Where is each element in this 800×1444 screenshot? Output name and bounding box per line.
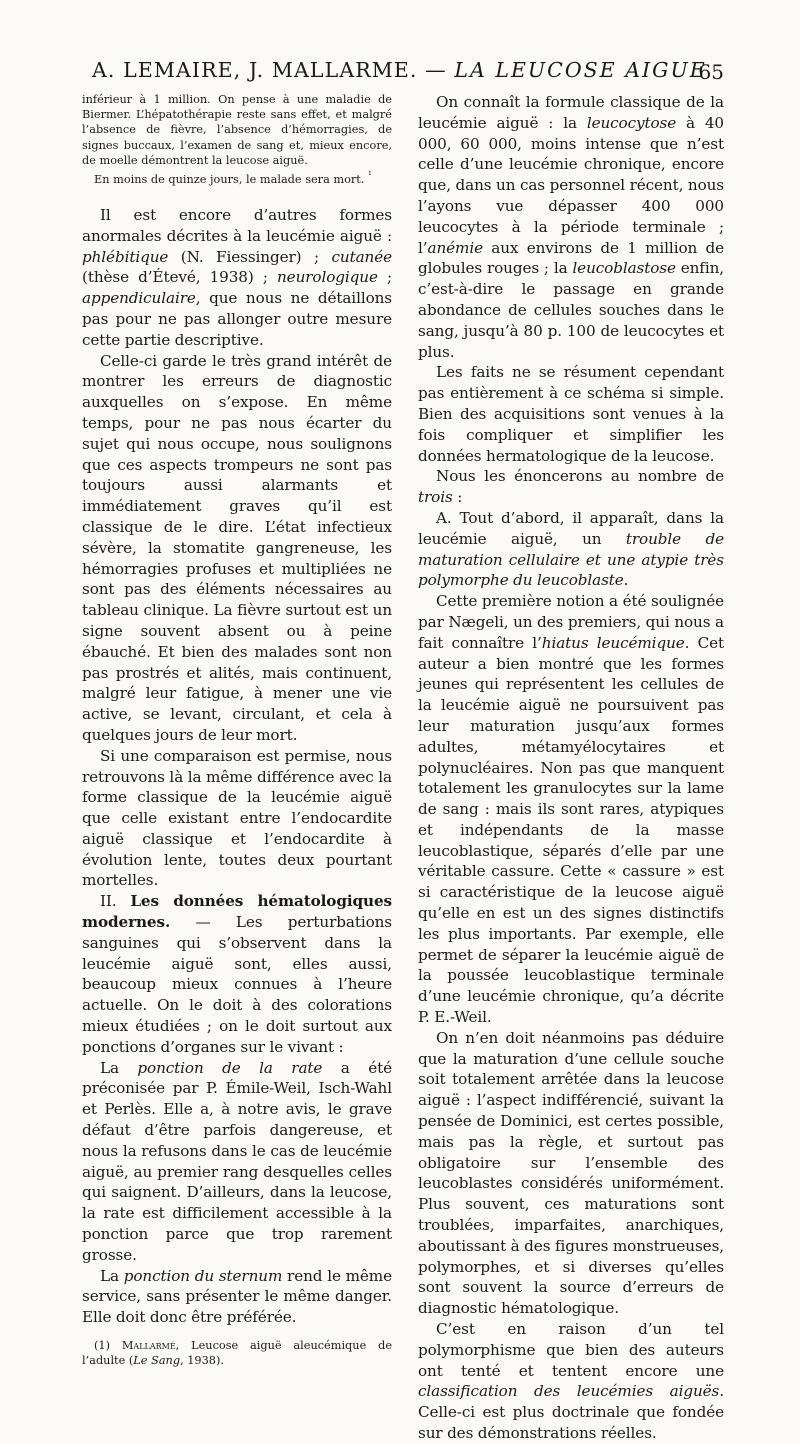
r4-text-c: .: [623, 571, 629, 590]
paragraph-classification: [418, 1319, 724, 1444]
footnote-title: , Leucose aiguë aleucémique de l’adulte (: [82, 1339, 393, 1368]
footnote-journal: Le Sang: [133, 1354, 181, 1368]
footnote-text: [82, 1338, 392, 1368]
p1-text-i: , que nous ne détaillons pas pour ne pas allonger outre mesure cette partie descriptive.: [82, 289, 392, 349]
footnote-author: Mallarmé: [121, 1339, 176, 1353]
r3-text-a: Nous les énoncerons au nombre de: [436, 467, 724, 486]
paragraph-maturation: On n’en doit néanmoins pas déduire que la maturation d’une cellule souche soit totalement arrêtée dans la leucose aiguë : l’aspect indifférencié, suivant la pensée de Dominici, est certes possible, mais pas la règle, et surtout pas obligatoire sur l’ensemble des leucoblastes considérés uniformément. Plus souvent, ces maturations sont troublées, imparfaites, anarchiques, aboutissant à des figures monstrueuses, polymorphes, et si diverses qu’elles sont souvent la source d’erreurs de diagnostic hématologique.: [418, 1028, 724, 1318]
footnote-year: , 1938).: [180, 1354, 224, 1368]
r7-text-c: . Celle-ci est plus doctrinale que fondée sur des démonstrations réelles.: [418, 1382, 724, 1442]
paragraph-facts: Les faits ne se résument cependant pas entièrement à ce schéma si simple. Bien des acquisitions sont venues à la fois compliquer et simplifier les données hermatologique de la leucose.: [418, 363, 724, 465]
page-number: 65: [698, 60, 724, 84]
case-report-text: inférieur à 1 million. On pense à une maladie de Biermer. L’hépatothérapie reste sans effet, et malgré l’absence de fièvre, l’absence d’hémorragies, de signes buccaux, l’examen de sang et, mieux encore, de moelle démontrent la leucose aiguë.: [82, 93, 392, 167]
case-report-outcome-text: En moins de quinze jours, le malade sera mort.: [94, 172, 365, 186]
header-authors: A. LEMAIRE, J. MALLARME.: [92, 58, 418, 82]
paragraph-comparison: Si une comparaison est permise, nous retrouvons là la même différence avec la forme classique de la leucémie aiguë que celle existant entre l’endocardite aiguë classique et l’endocardite à évolution lente, toutes deux pourtant mortelles.: [82, 746, 392, 890]
paragraph-classic-formula: [418, 92, 724, 362]
paragraph-diagnostic-errors: Celle-ci garde le très grand intérêt de montrer les erreurs de diagnostic auxquelles on s’expose. En même temps, pour ne pas nous écarter du sujet qui nous occupe, nous soulignons que ces aspects trompeurs ne sont pas toujours aussi alarmants et immédiatement graves qu’il est classique de le dire. L’état infectieux sévère, la stomatite gangreneuse, les hémorragies profuses et multipliées ne sont pas des éléments nécessaires au tableau clinique. La fièvre surtout est un signe souvent absent ou à peine ébauché. Et bien des malades sont non pas prostrés et alités, mais continuent, malgré leur fatigue, à mener une vie active, se levant, circulant, et cela à quelques jours de leur mort.: [82, 351, 392, 744]
running-header-authors: [92, 58, 707, 82]
p1-neurologique: neurologique: [277, 268, 378, 287]
r4-text-a: A. Tout d’abord, il apparaît, dans la leucémie aiguë, un: [418, 508, 724, 548]
r1-text-c: à 40 000, 60 000, moins intense que n’est celle d’une leucémie chronique, encore que, dans un cas personnel récent, nous l’ayons vue dépasser 400 000 leucocytes à la période terminale ; l’: [418, 113, 724, 257]
r7-classification: classification des leucémies aiguës: [418, 1382, 720, 1401]
r1-text-e: aux environs de 1 million de globules rouges ; la: [418, 238, 724, 278]
p6-text-c: rend le même service, sans présenter le même danger. Elle doit donc être préférée.: [82, 1266, 392, 1327]
left-column: [82, 92, 392, 1386]
running-header: [92, 58, 724, 90]
r1-leucocytose: leucocytose: [586, 113, 677, 132]
r1-anemie: anémie: [427, 238, 483, 257]
p1-cutanee: cutanée: [331, 247, 392, 266]
footnote-mark: ¹: [368, 170, 372, 182]
r5-text-a: Cette première notion a été soulignée par Nægeli, un des premiers, qui nous a fait connaître l’: [418, 592, 724, 652]
r5-hiatus: hiatus leucémique: [541, 633, 685, 652]
section-heading-hematology: [82, 891, 392, 1057]
case-report-block: [82, 92, 392, 187]
header-dash: —: [417, 58, 455, 82]
left-body-text: [82, 205, 392, 1328]
p5-ponction-rate: ponction de la rate: [137, 1058, 323, 1077]
r4-trouble-maturation: trouble de maturation cellulaire et une atypie très polymorphe du leucoblaste: [418, 529, 724, 590]
p6-ponction-sternum: ponction du sternum: [123, 1266, 283, 1285]
footnote: [82, 1338, 392, 1368]
p1-text-e: (thèse d’Étevé, 1938) ;: [82, 268, 277, 287]
paragraph-naegeli: [418, 591, 724, 1028]
r1-text-g: enfin, c’est-à-dire le passage en grande abondance de cellules souches dans le sang, jusqu’à 80 p. 100 de leucocytes et plus.: [418, 259, 724, 361]
right-body-text: [418, 92, 724, 1444]
r5-text-c: . Cet auteur a bien montré que les formes jeunes qui représentent les cellules de la leucémie aiguë ne poursuivent pas leur maturation jusqu’aux formes adultes, métamyélocytaires et polynucléaires. Non pas que manquent totalement les granulocytes sur la lame de sang : mais ils sont rares, atypiques et indépendants de la masse leucoblastique, séparés d’elle par une véritable cassure. Cette « cassure » est si caractéristique de la leucose aiguë qu’elle en est un des signes distinctifs les plus importants. Par exemple, elle permet de séparer la leucémie aiguë de la poussée leucoblastique terminale d’une leucémie chronique, qu’a décrite P. E.-Weil.: [418, 633, 725, 1027]
p1-text-g: ;: [377, 268, 392, 287]
paragraph-abnormal-forms: [82, 205, 392, 351]
r3-text-c: :: [452, 488, 463, 507]
right-column: [418, 92, 724, 1444]
p1-text-c: (N. Fiessinger) ;: [168, 247, 332, 266]
p1-phlebitique: phlébitique: [82, 247, 169, 266]
paragraph-spleen-puncture: [82, 1058, 392, 1266]
paragraph-three: [418, 466, 724, 508]
p5-text-a: La: [100, 1058, 138, 1077]
p6-text-a: La: [100, 1266, 124, 1285]
p5-text-c: a été préconisée par P. Émile-Weil, Isch-Wahl et Perlès. Elle a, à notre avis, le grave défaut d’être parfois dangereuse, et nous la refusons dans le cas de leucémie aiguë, au premier rang desquelles celles qui saignent. D’ailleurs, dans la leucose, la rate est difficilement accessible à la ponction parce que trop rarement grosse.: [82, 1058, 392, 1264]
case-report-outcome: [82, 168, 392, 187]
section-title: Les données hématologiques modernes.: [82, 892, 392, 932]
header-title: LA LEUCOSE AIGUE: [454, 58, 707, 82]
r7-text-a: C’est en raison d’un tel polymorphisme que bien des auteurs ont tenté et tentent encore une: [418, 1320, 724, 1380]
r3-trois: trois: [418, 488, 453, 507]
paragraph-sternum-puncture: [82, 1266, 392, 1328]
section-number: II.: [100, 892, 131, 911]
r1-leucoblastose: leucoblastose: [572, 259, 676, 278]
paragraph-point-a: [418, 508, 724, 591]
footnote-number: (1): [94, 1339, 122, 1353]
section-intro-text: — Les perturbations sanguines qui s’observent dans la leucémie aiguë sont, elles aussi, beaucoup mieux connues à l’heure actuelle. On le doit à des colorations mieux étudiées ; on le doit surtout aux ponctions d’organes sur le vivant :: [82, 913, 392, 1056]
p1-text-a: Il est encore d’autres formes anormales décrites à la leucémie aiguë :: [82, 205, 392, 245]
p1-appendiculaire: appendiculaire: [82, 289, 196, 308]
r1-text-a: On connaît la formule classique de la leucémie aiguë : la: [418, 93, 724, 132]
